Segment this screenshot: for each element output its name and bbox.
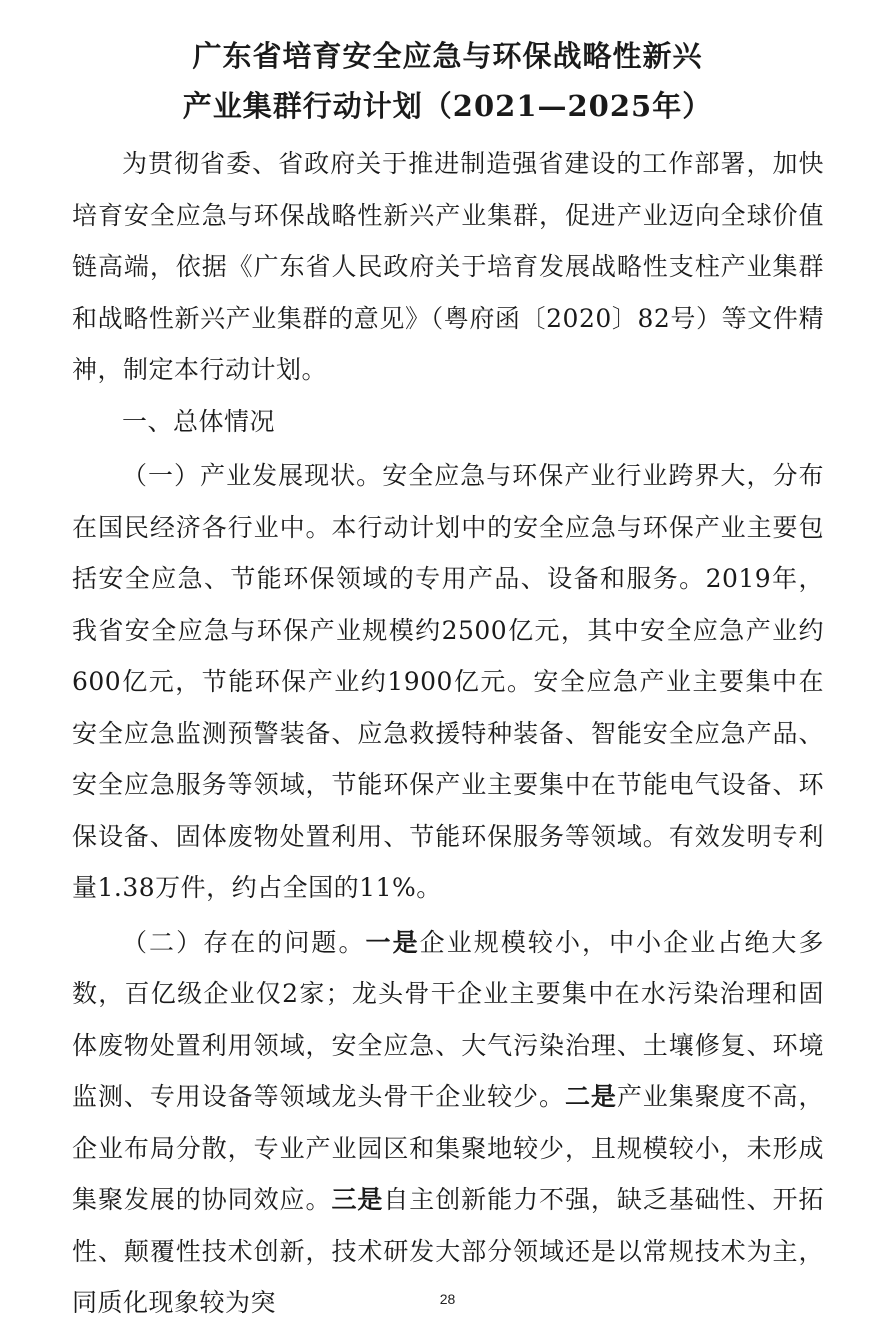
subsection-existing-problems-label: （二）存在的问题。 (122, 927, 366, 957)
intro-paragraph: 为贯彻省委、省政府关于推进制造强省建设的工作部署，加快培育安全应急与环保战略性新兴产业集群，促进产业迈向全球价值链高端，依据《广东省人民政府关于培育发展战略性支柱产业集群和战略性新兴产业集群的意见》（粤府函〔2020〕82号）等文件精神，制定本行动计划。 (72, 149, 824, 384)
subsection-current-status (72, 450, 824, 914)
subsection-existing-problems (72, 917, 824, 1329)
document-body (72, 138, 824, 1329)
problem-1-key: 一是 (365, 927, 420, 957)
section-heading-overview: 一、总体情况 (122, 406, 276, 436)
problem-2-text: 产业集聚度不高，企业布局分散，专业产业园区和集聚地较少，且规模较小，未形成集聚发展的协同效应。 (72, 1082, 824, 1214)
document-title-line-2: 产业集群行动计划（2021—2025年） (182, 89, 713, 123)
problem-1-text: 企业规模较小，中小企业占绝大多数，百亿级企业仅2家；龙头骨干企业主要集中在水污染治理和固体废物处置利用领域，安全应急、大气污染治理、土壤修复、环境监测、专用设备等领域龙头骨干企业较少。 (72, 927, 824, 1111)
problem-2-key: 二是 (564, 1082, 617, 1111)
document-title-line-1: 广东省培育安全应急与环保战略性新兴 (192, 39, 703, 73)
subsection-current-status-label: （一）产业发展现状。 (122, 461, 383, 490)
problem-3-key: 三是 (331, 1185, 384, 1214)
page-number: 28 (439, 1291, 456, 1307)
problem-3-text: 自主创新能力不强，缺乏基础性、开拓性、颠覆性技术创新，技术研发大部分领域还是以常规技术为主，同质化现象较为突 (72, 1185, 824, 1317)
subsection-current-status-text: 安全应急与环保产业行业跨界大，分布在国民经济各行业中。本行动计划中的安全应急与环保产业主要包括安全应急、节能环保领域的专用产品、设备和服务。2019年，我省安全应急与环保产业规模约2500亿元，其中安全应急产业约600亿元，节能环保产业约1900亿元。安全应急产业主要集中在安全应急监测预警装备、应急救援特种装备、智能安全应急产品、安全应急服务等领域，节能环保产业主要集中在节能电气设备、环保设备、固体废物处置利用、节能环保服务等领域。有效发明专利量1.38万件，约占全国的11%。 (72, 461, 824, 902)
